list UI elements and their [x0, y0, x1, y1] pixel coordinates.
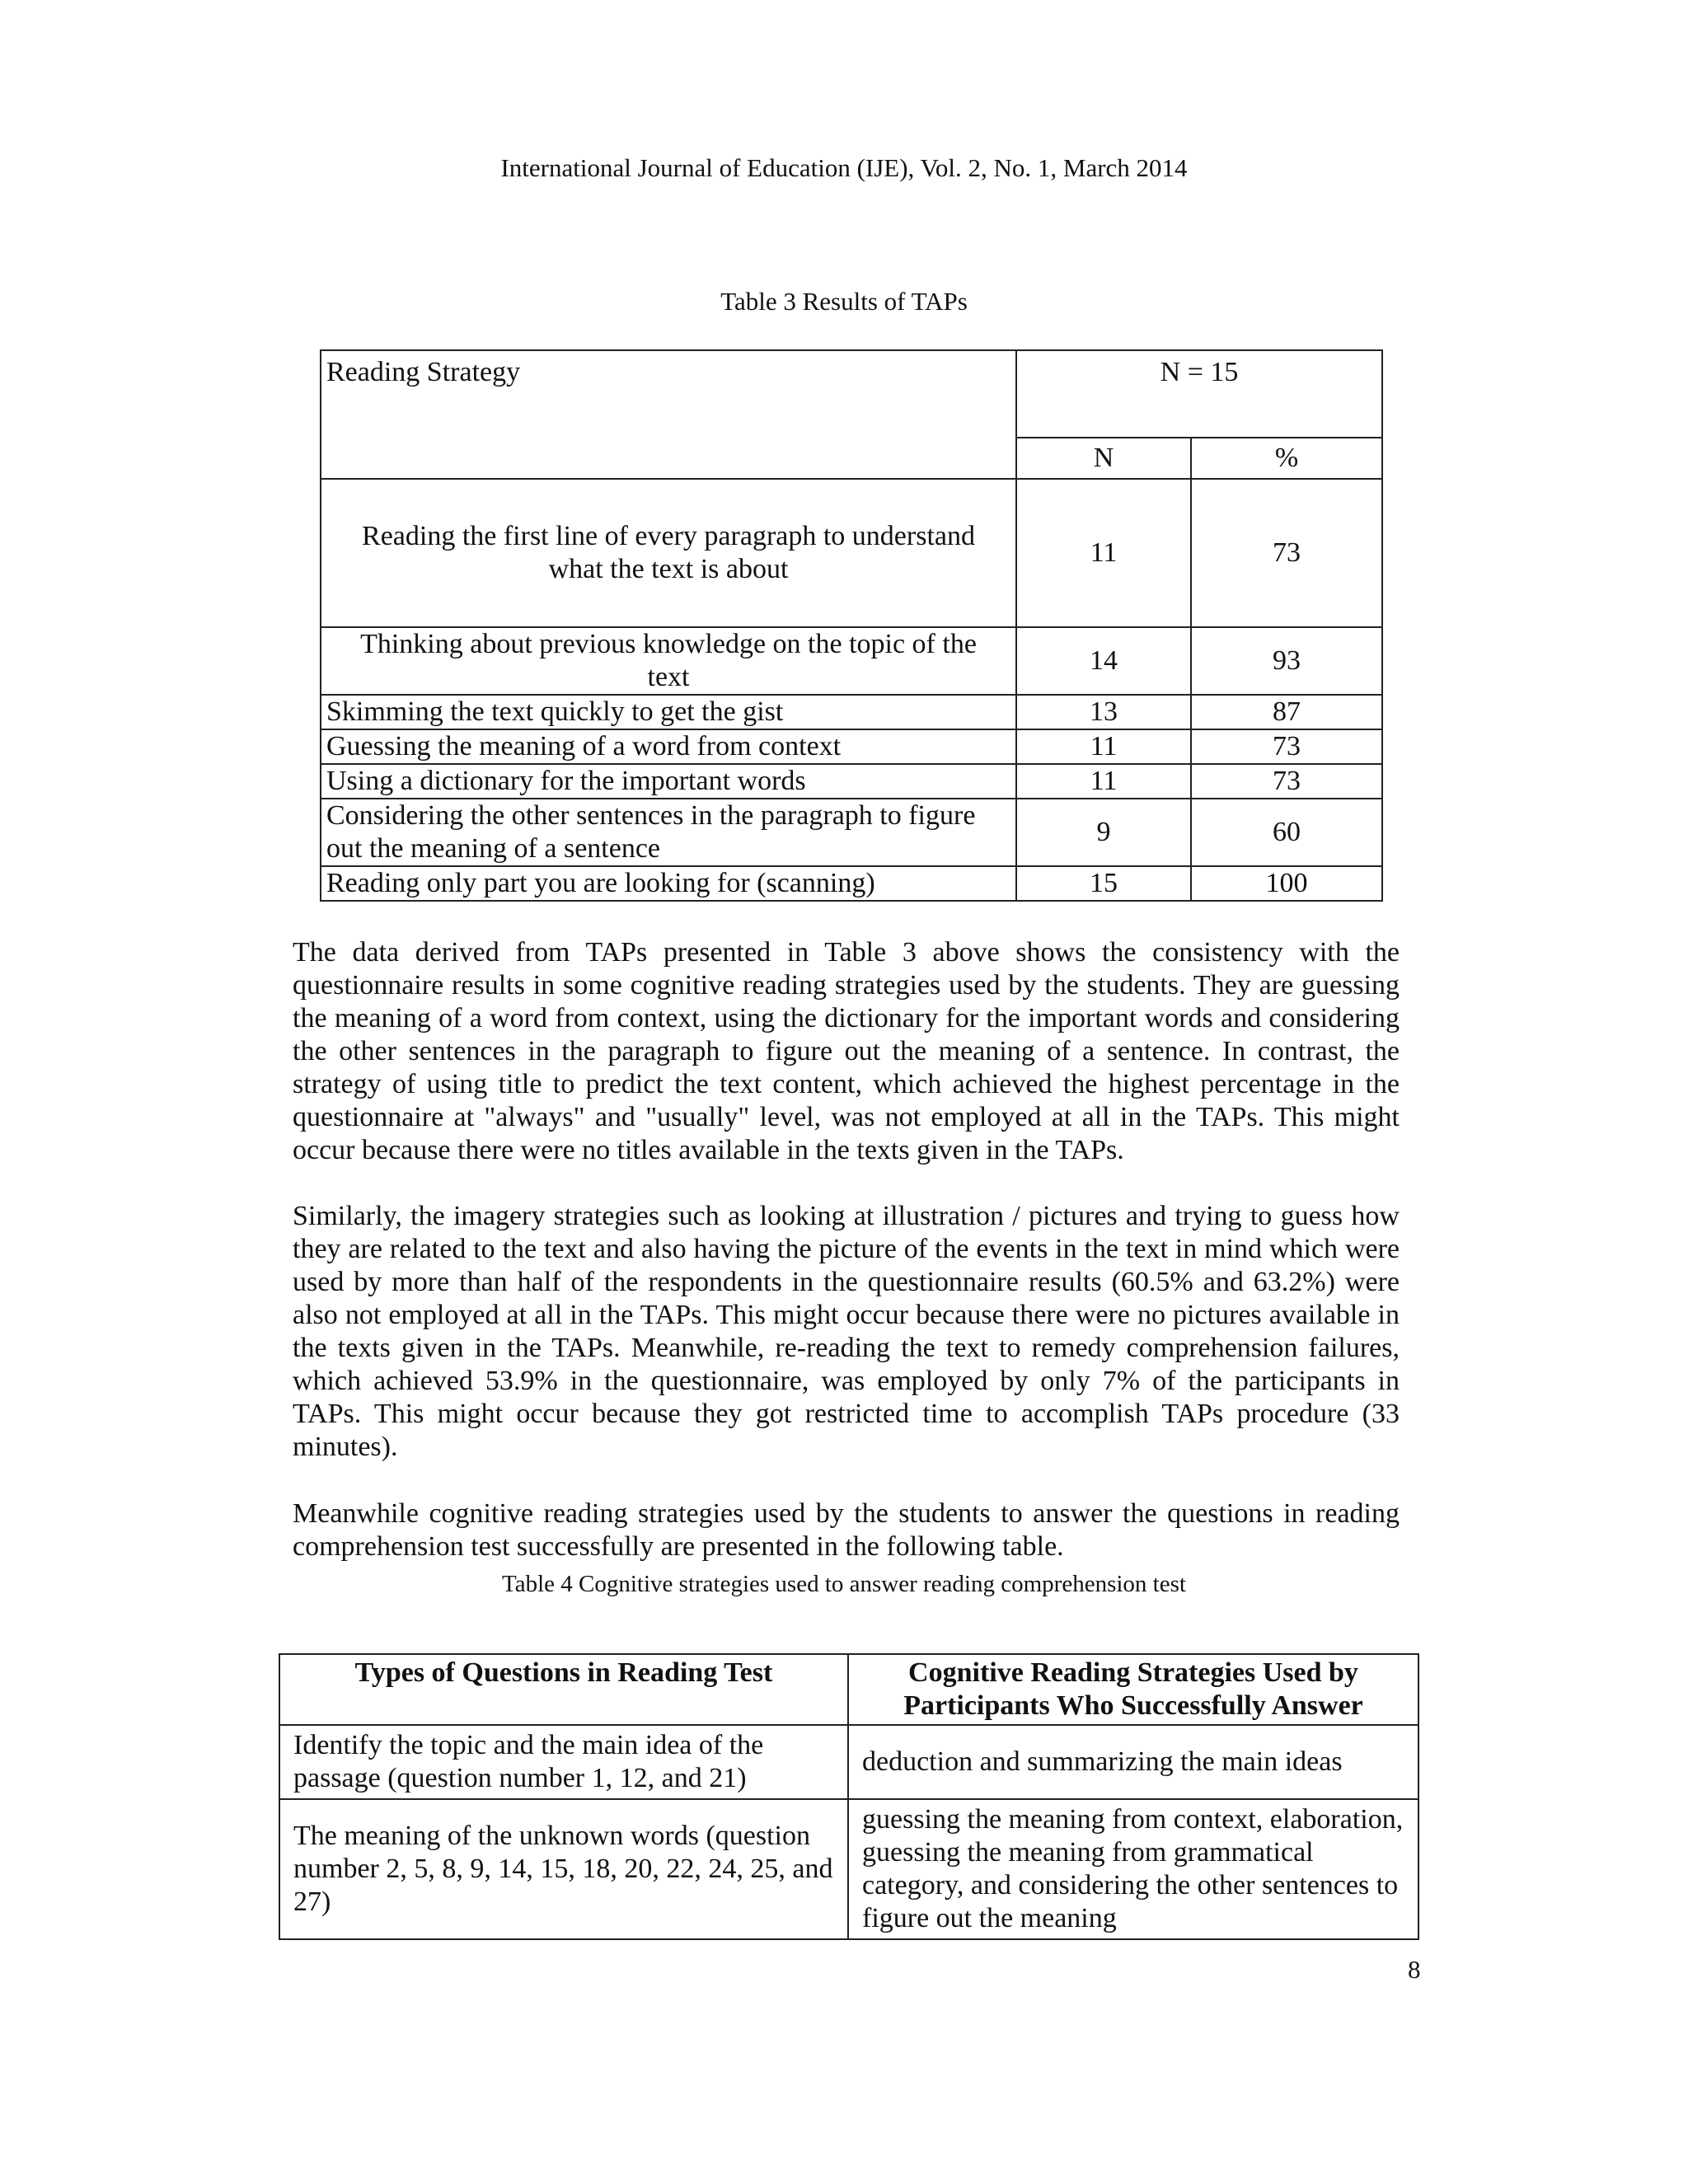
table-row	[321, 695, 1382, 729]
table3-strategy-cell: Skimming the text quickly to get the gist	[321, 695, 1016, 729]
table4-caption: Table 4 Cognitive strategies used to answer reading comprehension test	[502, 1571, 1186, 1597]
table3-pct-cell: 73	[1191, 729, 1382, 764]
table-row	[279, 1799, 1418, 1939]
table3-strategy-cell: Using a dictionary for the important words	[321, 764, 1016, 799]
body-paragraph: The data derived from TAPs presented in Table 3 above shows the consistency with the questionnaire results in some cognitive reading strategies used by the students. They are guessing the meaning of a word from context, using the dictionary for the important words and considering the other sentences in the paragraph to figure out the meaning of a sentence. In contrast, the strategy of using title to predict the text content, which achieved the highest percentage in the questionnaire at "always" and "usually" level, was not employed at all in the TAPs. This might occur because there were no titles available in the texts given in the TAPs.	[293, 937, 1400, 1165]
table3-n-cell: 15	[1016, 866, 1191, 901]
table3-results-of-taps	[320, 349, 1383, 902]
table4-cognitive-strategies	[279, 1653, 1419, 1940]
journal-header: International Journal of Education (IJE), Vol. 2, No. 1, March 2014	[500, 153, 1188, 182]
table-row	[321, 729, 1382, 764]
table-row	[321, 764, 1382, 799]
table-row	[321, 799, 1382, 866]
table3-strategy-cell: Considering the other sentences in the paragraph to figure out the meaning of a sentence	[321, 799, 1016, 866]
table3-pct-cell: 73	[1191, 479, 1382, 627]
table4-strategy-cell: guessing the meaning from context, elaboration, guessing the meaning from grammatical category, and considering the other sentences to figure out the meaning	[848, 1799, 1418, 1939]
table3-strategy-cell: Reading the first line of every paragraph to understand what the text is about	[321, 479, 1016, 627]
page-number: 8	[1408, 1955, 1421, 1984]
table3-n-cell: 11	[1016, 479, 1191, 627]
table3-pct-cell: 100	[1191, 866, 1382, 901]
table3-n-cell: 13	[1016, 695, 1191, 729]
table3-n-cell: 11	[1016, 764, 1191, 799]
table3-pct-cell: 73	[1191, 764, 1382, 799]
table3-strategy-cell: Thinking about previous knowledge on the topic of the text	[321, 627, 1016, 695]
table3-pct-cell: 93	[1191, 627, 1382, 695]
table-row	[321, 866, 1382, 901]
table3-strategy-cell: Guessing the meaning of a word from context	[321, 729, 1016, 764]
table4-question-cell: Identify the topic and the main idea of the passage (question number 1, 12, and 21)	[279, 1725, 848, 1799]
table3-n-cell: 9	[1016, 799, 1191, 866]
table3-n-header: N = 15	[1016, 350, 1382, 438]
table3-strategy-cell: Reading only part you are looking for (scanning)	[321, 866, 1016, 901]
table4-strategy-cell: deduction and summarizing the main ideas	[848, 1725, 1418, 1799]
table3-caption: Table 3 Results of TAPs	[720, 287, 968, 316]
table3-pct-cell: 87	[1191, 695, 1382, 729]
table4-col1-header: Types of Questions in Reading Test	[279, 1654, 848, 1725]
table4-col2-header: Cognitive Reading Strategies Used by Participants Who Successfully Answer	[848, 1654, 1418, 1725]
table3-strategy-header: Reading Strategy	[321, 350, 1016, 479]
table3-n-cell: 14	[1016, 627, 1191, 695]
table3-col-n: N	[1016, 438, 1191, 479]
table3-pct-cell: 60	[1191, 799, 1382, 866]
table-row	[279, 1725, 1418, 1799]
body-paragraph: Similarly, the imagery strategies such as looking at illustration / pictures and trying to guess how they are related to the text and also having the picture of the events in the text in mind which were used by more than half of the respondents in the questionnaire results (60.5% and 63.2%) were also not employed at all in the TAPs. This might occur because there were no pictures available in the texts given in the TAPs. Meanwhile, re-reading the text to remedy comprehension failures, which achieved 53.9% in the questionnaire, was employed by only 7% of the participants in TAPs. This might occur because they got restricted time to accomplish TAPs procedure (33 minutes).	[293, 1201, 1400, 1462]
table-row	[321, 479, 1382, 627]
table4-question-cell: The meaning of the unknown words (question number 2, 5, 8, 9, 14, 15, 18, 20, 22, 24, 25, and 27)	[279, 1799, 848, 1939]
table3-col-pct: %	[1191, 438, 1382, 479]
table3-n-cell: 11	[1016, 729, 1191, 764]
table-row	[321, 627, 1382, 695]
body-paragraph: Meanwhile cognitive reading strategies used by the students to answer the questions in reading comprehension test successfully are presented in the following table.	[293, 1498, 1400, 1562]
